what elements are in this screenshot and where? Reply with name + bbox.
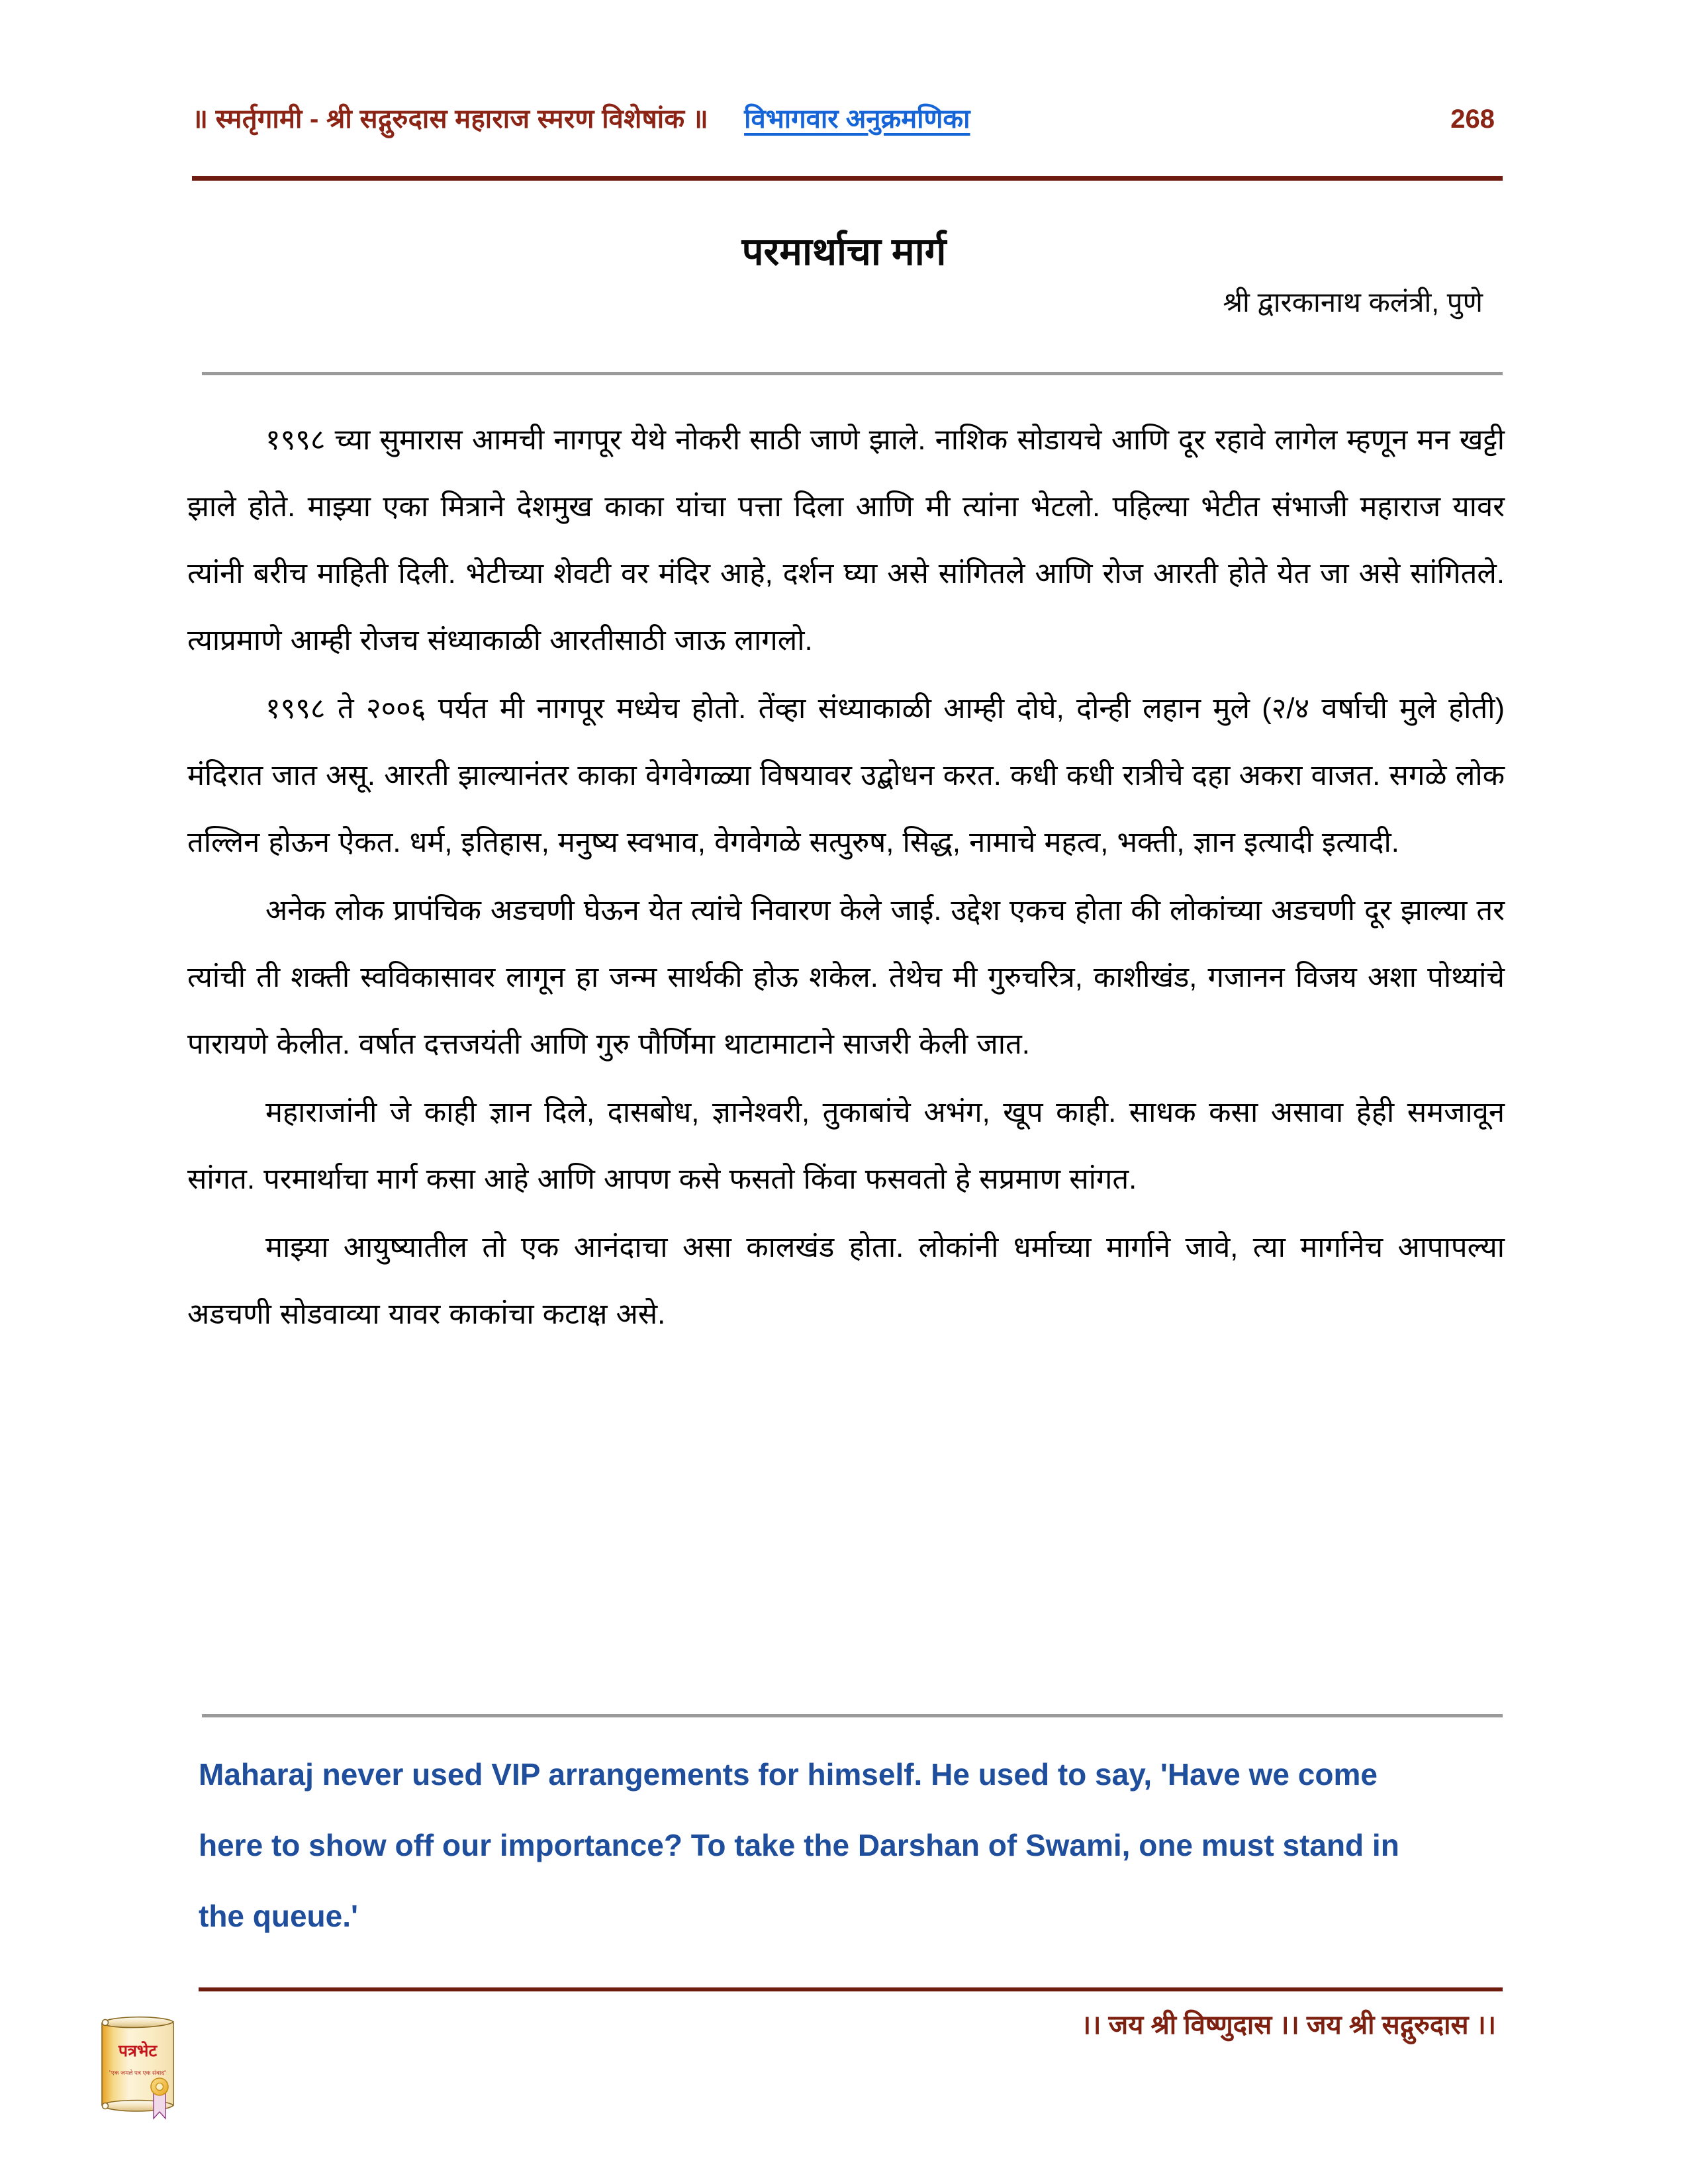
pull-quote: Maharaj never used VIP arrangements for himself. He used to say, 'Have we come here to show off our importance? To take the Darshan of Swami, one must stand in the queue.' bbox=[199, 1757, 1399, 1933]
svg-text:पत्रभेट: पत्रभेट bbox=[118, 2042, 158, 2060]
body-paragraph: १९९८ च्या सुमारास आमची नागपूर येथे नोकरी साठी जाणे झाले. नाशिक सोडायचे आणि दूर रहावे लागेल म्हणून मन खट्टी झाले होते. माझ्या एका मित्राने देशमुख काका यांचा पत्ता दिला आणि मी त्यांना भेटलो. पहिल्या भेटीत संभाजी महाराज यावर त्यांनी बरीच माहिती दिली. भेटीच्या शेवटी वर मंदिर आहे, दर्शन घ्या असे सांगितले आणि रोज आरती होते येत जा असे सांगितले. त्याप्रमाणे आम्ही रोजच संध्याकाळी आरतीसाठी जाऊ लागलो. bbox=[187, 424, 1505, 657]
article-title: परमार्थाचा मार्ग bbox=[741, 230, 947, 273]
body-paragraph: १९९८ ते २००६ पर्यत मी नागपूर मध्येच होतो. तेंव्हा संध्याकाळी आम्ही दोघे, दोन्ही लहान मुले (२/४ वर्षाची मुले होती) मंदिरात जात असू. आरती झाल्यानंतर काका वेगवेगळ्या विषयावर उद्बोधन करत. कधी कधी रात्रीचे दहा अकरा वाजत. सगळे लोक तल्लिन होऊन ऐकत. धर्म, इतिहास, मनुष्य स्वभाव, वेगवेगळे सत्पुरुष, सिद्ध, नामाचे महत्व, भक्ती, ज्ञान इत्यादी इत्यादी. bbox=[187, 693, 1505, 858]
svg-text:"एक जमले पत्र एक संवाद": "एक जमले पत्र एक संवाद" bbox=[109, 2070, 167, 2076]
title-divider bbox=[202, 372, 1503, 375]
page-header bbox=[192, 99, 1503, 152]
body-paragraph: महाराजांनी जे काही ज्ञान दिले, दासबोध, ज्ञानेश्वरी, तुकाबांचे अभंग, खूप काही. साधक कसा असावा हेही समजावून सांगत. परमार्थाचा मार्ग कसा आहे आणि आपण कसे फसतो किंवा फसवतो हे सप्रमाण सांगत. bbox=[187, 1097, 1505, 1195]
article-body bbox=[187, 407, 1505, 1348]
page-number: 268 bbox=[1450, 105, 1495, 134]
header-divider bbox=[192, 176, 1503, 181]
article-byline: श्री द्वारकानाथ कलंत्री, पुणे bbox=[1223, 287, 1483, 318]
quote-divider bbox=[202, 1714, 1503, 1717]
body-paragraph: अनेक लोक प्रापंचिक अडचणी घेऊन येत त्यांचे निवारण केले जाई. उद्देश एकच होता की लोकांच्या अडचणी दूर झाल्या तर त्यांची ती शक्ती स्वविकासावर लागून हा जन्म सार्थकी होऊ शकेल. तेथेच मी गुरुचरित्र, काशीखंड, गजानन विजय अशा पोथ्यांचे पारायणे केलीत. वर्षात दत्तजयंती आणि गुरु पौर्णिमा थाटामाटाने साजरी केली जात. bbox=[187, 895, 1505, 1060]
patrabhet-scroll-logo bbox=[85, 2009, 196, 2129]
header-index-link[interactable]: विभागवार अनुक्रमणिका bbox=[744, 105, 970, 134]
footer-divider bbox=[199, 1987, 1503, 1991]
body-paragraph: माझ्या आयुष्यातील तो एक आनंदाचा असा कालखंड होता. लोकांनी धर्माच्या मार्गाने जावे, त्या मार्गानेच आपापल्या अडचणी सोडवाव्या यावर काकांचा कटाक्ष असे. bbox=[187, 1232, 1505, 1330]
header-publication-title: ॥ स्मर्तृगामी - श्री सद्गुरुदास महाराज स्मरण विशेषांक ॥ bbox=[192, 105, 709, 134]
footer-invocation: ।। जय श्री विष्णुदास ।। जय श्री सद्गुरुदास ।। bbox=[1081, 2011, 1496, 2040]
